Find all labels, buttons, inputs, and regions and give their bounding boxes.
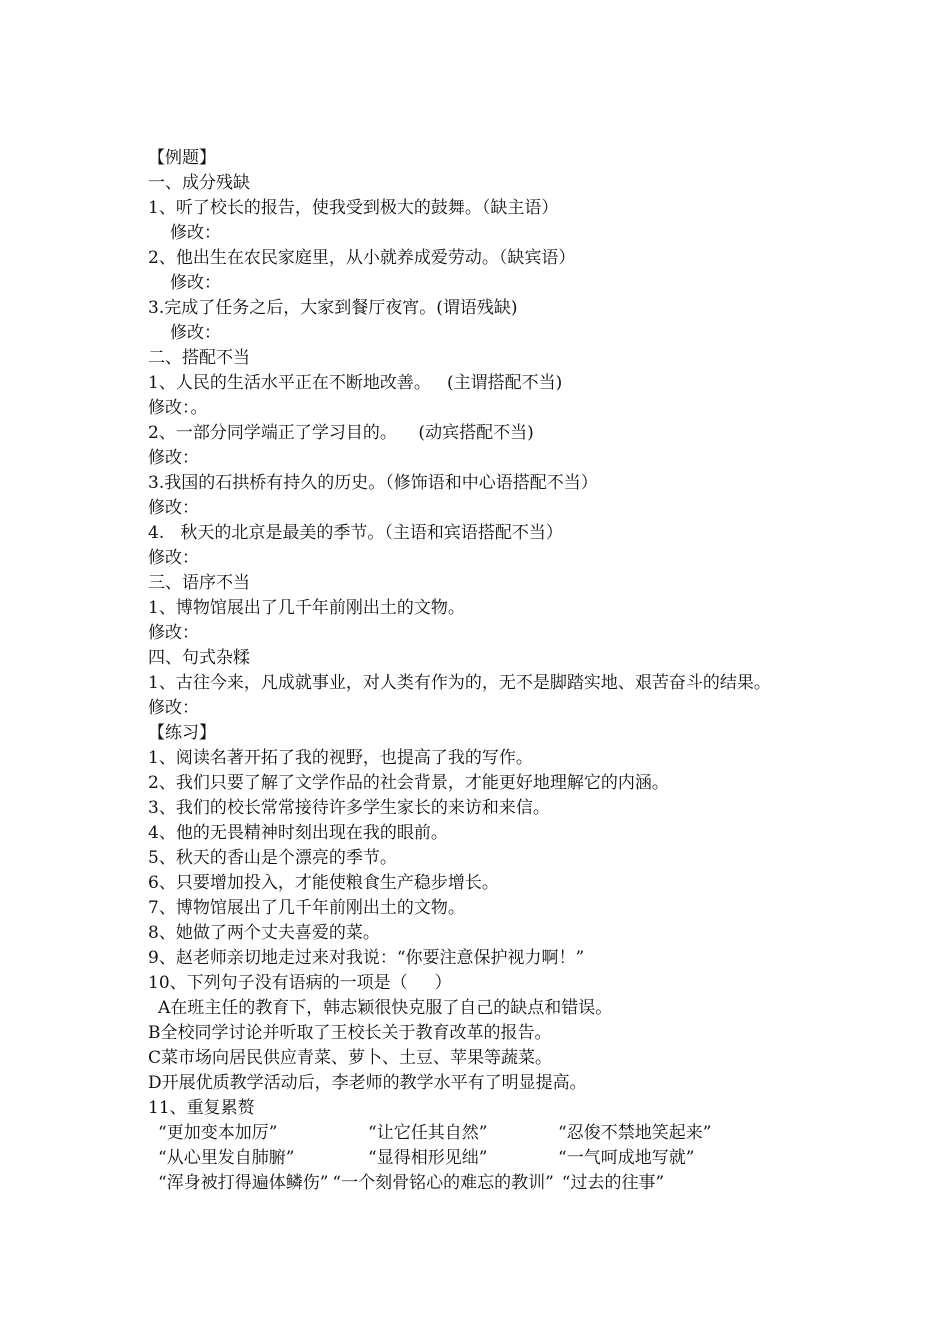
- revision-prompt: 修改：: [170, 323, 221, 343]
- question: 2、他出生在农民家庭里，从小就养成爱劳动。（缺宾语）: [148, 248, 576, 268]
- question-10-stem: 10、下列句子没有语病的一项是（ ）: [148, 973, 452, 993]
- revision-prompt: 修改：: [148, 498, 199, 518]
- practice-item: 5、秋天的香山是个漂亮的季节。: [148, 848, 397, 868]
- revision-prompt: 修改：: [148, 623, 199, 643]
- question: 4. 秋天的北京是最美的季节。（主语和宾语搭配不当）: [148, 523, 563, 543]
- practice-item: 7、博物馆展出了几千年前刚出土的文物。: [148, 898, 465, 918]
- phrase: “让它任其自然”: [368, 1123, 488, 1143]
- revision-prompt: 修改：: [148, 698, 199, 718]
- phrase: “浑身被打得遍体鳞伤”: [158, 1173, 329, 1193]
- section-title: 四、句式杂糅: [148, 648, 250, 668]
- question: 1、博物馆展出了几千年前刚出土的文物。: [148, 598, 465, 618]
- phrase: “从心里发自肺腑”: [158, 1148, 295, 1168]
- question: 1、听了校长的报告，使我受到极大的鼓舞。（缺主语）: [148, 198, 559, 218]
- practice-heading: 【练习】: [148, 723, 216, 743]
- question: 2、一部分同学端正了学习目的。 (动宾搭配不当): [148, 423, 534, 443]
- phrase: “显得相形见绌”: [368, 1148, 488, 1168]
- revision-prompt: 修改：: [170, 273, 221, 293]
- practice-item: 2、我们只要了解了文学作品的社会背景，才能更好地理解它的内涵。: [148, 773, 669, 793]
- phrase-row: [148, 1121, 828, 1146]
- phrase: “一气呵成地写就”: [558, 1148, 695, 1168]
- question: 1、古往今来，凡成就事业，对人类有作为的，无不是脚踏实地、艰苦奋斗的结果。: [148, 673, 771, 693]
- option-d: D开展优质教学活动后，李老师的教学水平有了明显提高。: [148, 1073, 587, 1093]
- section-title: 二、搭配不当: [148, 348, 250, 368]
- section-title: 一、成分残缺: [148, 173, 250, 193]
- option-c: C菜市场向居民供应青菜、萝卜、土豆、苹果等蔬菜。: [148, 1048, 553, 1068]
- option-b: B全校同学讨论并听取了王校长关于教育改革的报告。: [148, 1023, 552, 1043]
- phrase: “更加变本加厉”: [158, 1123, 278, 1143]
- example-heading: 【例题】: [148, 148, 216, 168]
- question-11-title: 11、重复累赘: [148, 1098, 255, 1118]
- practice-item: 9、赵老师亲切地走过来对我说：“你要注意保护视力啊！”: [148, 948, 585, 968]
- practice-item: 6、只要增加投入，才能使粮食生产稳步增长。: [148, 873, 499, 893]
- practice-item: 4、他的无畏精神时刻出现在我的眼前。: [148, 823, 448, 843]
- phrase-row: [148, 1146, 828, 1171]
- phrase: “忍俊不禁地笑起来”: [558, 1123, 712, 1143]
- document-body: [148, 146, 828, 1196]
- phrase: “一个刻骨铭心的难忘的教训”: [332, 1173, 554, 1193]
- revision-prompt: 修改：: [148, 548, 199, 568]
- revision-prompt: 修改：。: [148, 398, 208, 418]
- revision-prompt: 修改：: [148, 448, 199, 468]
- option-a: A在班主任的教育下，韩志颖很快克服了自己的缺点和错误。: [158, 998, 613, 1018]
- practice-item: 3、我们的校长常常接待许多学生家长的来访和来信。: [148, 798, 550, 818]
- practice-item: 1、阅读名著开拓了我的视野，也提高了我的写作。: [148, 748, 533, 768]
- question: 3.我国的石拱桥有持久的历史。（修饰语和中心语搭配不当）: [148, 473, 598, 493]
- section-title: 三、语序不当: [148, 573, 250, 593]
- phrase: “过去的往事”: [561, 1173, 665, 1193]
- revision-prompt: 修改：: [170, 223, 221, 243]
- question: 1、人民的生活水平正在不断地改善。 (主谓搭配不当): [148, 373, 563, 393]
- phrase-row: [148, 1171, 828, 1196]
- practice-item: 8、她做了两个丈夫喜爱的菜。: [148, 923, 380, 943]
- question: 3.完成了任务之后，大家到餐厅夜宵。(谓语残缺): [148, 298, 518, 318]
